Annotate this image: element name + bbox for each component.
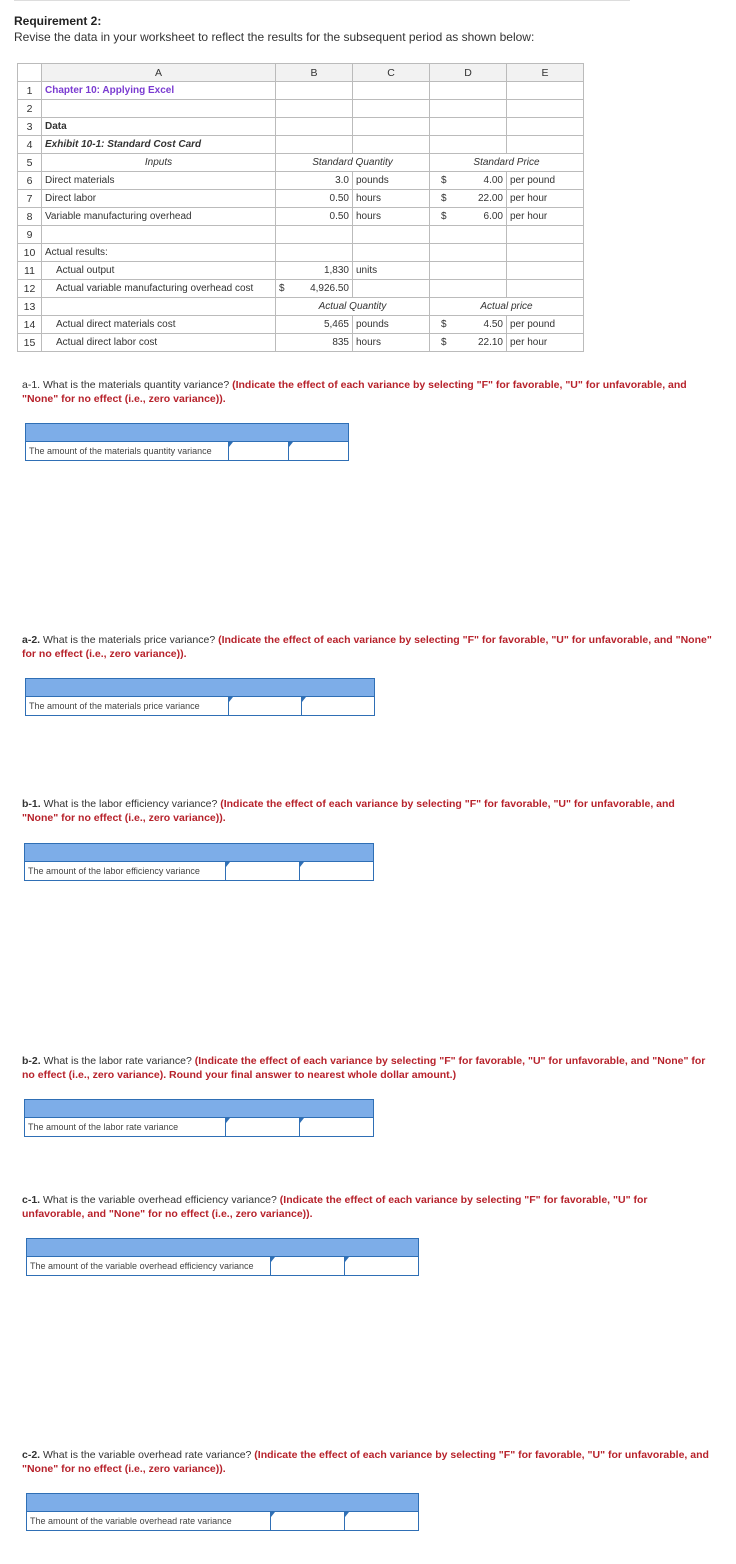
answer-row-label: The amount of the materials price variance — [26, 697, 229, 715]
actual-quantity-header: Actual Quantity — [276, 298, 430, 316]
question-a2: a-2. What is the materials price variance? (Indicate the effect of each variance by selecting "F" for favorable, "U" for unfavorable, and "None" for no effect (i.e., zero variance)). — [22, 634, 712, 660]
variance-amount-input[interactable] — [226, 862, 300, 880]
cell-b15: 835 — [276, 334, 353, 352]
variance-effect-select[interactable] — [302, 697, 374, 715]
variance-amount-input[interactable] — [229, 697, 303, 715]
question-c1: c-1. What is the variable overhead efficiency variance? (Indicate the effect of each variance by selecting "F" for favorable, "U" for unfavorable, and "None" for no effect (i.e., zero variance)). — [22, 1194, 648, 1220]
row-number: 10 — [18, 244, 42, 262]
cell-a4: Exhibit 10-1: Standard Cost Card — [42, 136, 276, 154]
row-number: 1 — [18, 82, 42, 100]
variance-amount-input[interactable] — [271, 1512, 345, 1530]
cell-e15: per hour — [507, 334, 584, 352]
col-header-c: C — [353, 64, 430, 82]
cell-b6: 3.0 — [276, 172, 353, 190]
cell-b14: 5,465 — [276, 316, 353, 334]
spreadsheet — [17, 63, 584, 352]
price-value: 22.00 — [477, 193, 503, 204]
row-number: 12 — [18, 280, 42, 298]
cell-c11: units — [353, 262, 430, 280]
variance-amount-input[interactable] — [271, 1257, 345, 1275]
cell-d15-dollar — [430, 334, 507, 352]
col-header-d: D — [430, 64, 507, 82]
cell-a11: Actual output — [42, 262, 276, 280]
cell-e6: per pound — [507, 172, 584, 190]
col-header-e: E — [507, 64, 584, 82]
cell-a1: Chapter 10: Applying Excel — [42, 82, 276, 100]
answer-table-header — [26, 679, 374, 697]
cell-a12: Actual variable manufacturing overhead cost — [42, 280, 276, 298]
requirement-title: Requirement 2: — [14, 14, 102, 28]
question-c2: c-2. What is the variable overhead rate variance? (Indicate the effect of each variance by selecting "F" for favorable, "U" for unfavorable, and "None" for no effect (i.e., zero variance)). — [22, 1449, 709, 1475]
sheet-row — [18, 190, 584, 208]
row-number: 5 — [18, 154, 42, 172]
answer-table-header — [25, 1100, 373, 1118]
price-value: 6.00 — [483, 211, 503, 222]
answer-table-header — [25, 844, 373, 862]
dollar-sign: $ — [441, 193, 447, 204]
cell-a5: Inputs — [42, 154, 276, 172]
cell-d6-dollar — [430, 172, 507, 190]
answer-table-b2 — [24, 1099, 374, 1137]
col-header-b: B — [276, 64, 353, 82]
answer-row-label: The amount of the variable overhead efficiency variance — [27, 1257, 271, 1275]
answer-table-header — [27, 1239, 418, 1257]
cell-d8-dollar — [430, 208, 507, 226]
row-number: 4 — [18, 136, 42, 154]
answer-table-a1 — [25, 423, 349, 461]
requirement-subtitle: Revise the data in your worksheet to reflect the results for the subsequent period as shown below: — [14, 30, 535, 44]
answer-row-label: The amount of the labor rate variance — [25, 1118, 226, 1136]
question-a1: a-1. What is the materials quantity variance? (Indicate the effect of each variance by selecting "F" for favorable, "U" for unfavorable, and "None" for no effect (i.e., zero variance)). — [22, 379, 687, 405]
cell-c7: hours — [353, 190, 430, 208]
question-b1: b-1. What is the labor efficiency variance? (Indicate the effect of each variance by selecting "F" for favorable, "U" for unfavorable, and "None" for no effect (i.e., zero variance)). — [22, 798, 675, 824]
price-value: 22.10 — [477, 337, 503, 348]
sheet-row — [18, 334, 584, 352]
corner-cell — [18, 64, 42, 82]
answer-table-a2 — [25, 678, 375, 716]
cell-b8: 0.50 — [276, 208, 353, 226]
cell-a7: Direct labor — [42, 190, 276, 208]
cell-a15: Actual direct labor cost — [42, 334, 276, 352]
cell-a8: Variable manufacturing overhead — [42, 208, 276, 226]
variance-amount-input[interactable] — [229, 442, 290, 460]
cell-b12: $ 4,926.50 — [276, 280, 353, 298]
row-number: 13 — [18, 298, 42, 316]
sheet-row — [18, 244, 584, 262]
cell-a3: Data — [42, 118, 276, 136]
col-header-a: A — [42, 64, 276, 82]
cell-b7: 0.50 — [276, 190, 353, 208]
price-value: 4.50 — [483, 319, 503, 330]
row-number: 14 — [18, 316, 42, 334]
variance-effect-select[interactable] — [300, 862, 373, 880]
standard-price-header: Standard Price — [430, 154, 584, 172]
sheet-row — [18, 154, 584, 172]
cell-c14: pounds — [353, 316, 430, 334]
cell-b11: 1,830 — [276, 262, 353, 280]
row-number: 2 — [18, 100, 42, 118]
answer-row-label: The amount of the materials quantity variance — [26, 442, 229, 460]
answer-table-c2 — [26, 1493, 419, 1531]
dollar-sign: $ — [441, 337, 447, 348]
cell-c15: hours — [353, 334, 430, 352]
cell-a14: Actual direct materials cost — [42, 316, 276, 334]
cell-c6: pounds — [353, 172, 430, 190]
cell-a6: Direct materials — [42, 172, 276, 190]
sheet-row — [18, 226, 584, 244]
sheet-row — [18, 262, 584, 280]
actual-price-header: Actual price — [430, 298, 584, 316]
sheet-row — [18, 316, 584, 334]
price-value: 4.00 — [483, 175, 503, 186]
row-number: 11 — [18, 262, 42, 280]
answer-table-b1 — [24, 843, 374, 881]
sheet-row — [18, 208, 584, 226]
sheet-row — [18, 100, 584, 118]
sheet-row — [18, 298, 584, 316]
row-number: 9 — [18, 226, 42, 244]
sheet-row — [18, 280, 584, 298]
variance-effect-select[interactable] — [345, 1257, 418, 1275]
standard-quantity-header: Standard Quantity — [276, 154, 430, 172]
cell-d7-dollar — [430, 190, 507, 208]
variance-effect-select[interactable] — [289, 442, 348, 460]
variance-amount-input[interactable] — [226, 1118, 300, 1136]
answer-table-header — [27, 1494, 418, 1512]
row-number: 15 — [18, 334, 42, 352]
top-divider — [14, 0, 630, 1]
sheet-row — [18, 118, 584, 136]
answer-table-c1 — [26, 1238, 419, 1276]
cell-e7: per hour — [507, 190, 584, 208]
variance-effect-select[interactable] — [300, 1118, 373, 1136]
cell-c8: hours — [353, 208, 430, 226]
dollar-sign: $ — [441, 319, 447, 330]
cell-e14: per pound — [507, 316, 584, 334]
answer-row-label: The amount of the variable overhead rate variance — [27, 1512, 271, 1530]
cell-a10: Actual results: — [42, 244, 276, 262]
variance-effect-select[interactable] — [345, 1512, 418, 1530]
sheet-row — [18, 172, 584, 190]
sheet-row — [18, 136, 584, 154]
row-number: 7 — [18, 190, 42, 208]
cell-e8: per hour — [507, 208, 584, 226]
row-number: 8 — [18, 208, 42, 226]
answer-table-header — [26, 424, 348, 442]
row-number: 6 — [18, 172, 42, 190]
sheet-row — [18, 82, 584, 100]
cell-d14-dollar — [430, 316, 507, 334]
answer-row-label: The amount of the labor efficiency variance — [25, 862, 226, 880]
dollar-sign: $ — [441, 175, 447, 186]
row-number: 3 — [18, 118, 42, 136]
question-b2: b-2. What is the labor rate variance? (Indicate the effect of each variance by selecting "F" for favorable, "U" for unfavorable, and "None" for no effect (i.e., zero variance). Round your final answer to nearest whole dollar amount.) — [22, 1055, 706, 1081]
column-header-row — [18, 64, 584, 82]
dollar-sign: $ — [441, 211, 447, 222]
